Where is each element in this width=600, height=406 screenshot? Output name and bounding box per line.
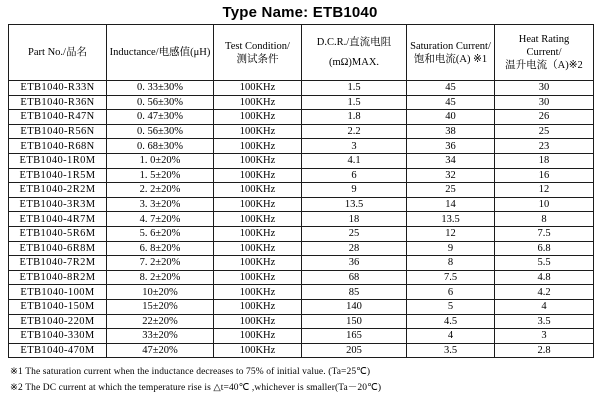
spec-table <box>8 24 594 358</box>
header-line: Inductance/电感值(μH) <box>109 47 211 58</box>
table-row <box>9 81 594 96</box>
table-row <box>9 343 594 358</box>
part-no-cell: ETB1040-2R2M <box>9 183 107 198</box>
part-no-cell: ETB1040-220M <box>9 314 107 329</box>
value-cell: 4 <box>407 329 495 344</box>
value-cell: 2.2 <box>302 124 407 139</box>
value-cell: 25 <box>302 226 407 241</box>
value-cell: 0. 68±30% <box>107 139 214 154</box>
value-cell: 10±20% <box>107 285 214 300</box>
value-cell: 5.5 <box>495 256 594 271</box>
part-no-cell: ETB1040-7R2M <box>9 256 107 271</box>
value-cell: 7.5 <box>407 270 495 285</box>
value-cell: 3 <box>302 139 407 154</box>
inductance-header <box>107 25 214 81</box>
value-cell: 13.5 <box>407 212 495 227</box>
table-row <box>9 197 594 212</box>
value-cell: 9 <box>407 241 495 256</box>
value-cell: 2. 2±20% <box>107 183 214 198</box>
value-cell: 23 <box>495 139 594 154</box>
value-cell: 6 <box>407 285 495 300</box>
value-cell: 18 <box>302 212 407 227</box>
value-cell: 100KHz <box>214 168 302 183</box>
value-cell: 32 <box>407 168 495 183</box>
value-cell: 25 <box>495 124 594 139</box>
value-cell: 0. 33±30% <box>107 81 214 96</box>
value-cell: 22±20% <box>107 314 214 329</box>
value-cell: 30 <box>495 81 594 96</box>
value-cell: 68 <box>302 270 407 285</box>
value-cell: 100KHz <box>214 256 302 271</box>
part-no-cell: ETB1040-R68N <box>9 139 107 154</box>
value-cell: 205 <box>302 343 407 358</box>
value-cell: 1. 5±20% <box>107 168 214 183</box>
value-cell: 1.8 <box>302 110 407 125</box>
value-cell: 33±20% <box>107 329 214 344</box>
table-row <box>9 95 594 110</box>
value-cell: 100KHz <box>214 329 302 344</box>
part-no-cell: ETB1040-6R8M <box>9 241 107 256</box>
value-cell: 100KHz <box>214 110 302 125</box>
part-no-header <box>9 25 107 81</box>
value-cell: 5. 6±20% <box>107 226 214 241</box>
value-cell: 100KHz <box>214 226 302 241</box>
footnote-temperature: ※2 The DC current at which the temperature rise is △t=40℃ ,whichever is smaller(Ta－20℃) <box>10 382 382 393</box>
value-cell: 1.5 <box>302 81 407 96</box>
header-line: Current/ <box>526 47 562 58</box>
value-cell: 12 <box>407 226 495 241</box>
value-cell: 1.5 <box>302 95 407 110</box>
table-row <box>9 110 594 125</box>
table-row <box>9 168 594 183</box>
value-cell: 100KHz <box>214 95 302 110</box>
value-cell: 13.5 <box>302 197 407 212</box>
value-cell: 7. 2±20% <box>107 256 214 271</box>
heat-rating-header <box>495 25 594 81</box>
value-cell: 4.2 <box>495 285 594 300</box>
value-cell: 30 <box>495 95 594 110</box>
value-cell: 45 <box>407 95 495 110</box>
value-cell: 45 <box>407 81 495 96</box>
value-cell: 8. 2±20% <box>107 270 214 285</box>
value-cell: 150 <box>302 314 407 329</box>
header-line: 测试条件 <box>236 53 279 65</box>
test-condition-header <box>214 25 302 81</box>
header-line: 温升电流（A)※2 <box>505 60 583 71</box>
value-cell: 26 <box>495 110 594 125</box>
value-cell: 6. 8±20% <box>107 241 214 256</box>
value-cell: 28 <box>302 241 407 256</box>
footnote-saturation: ※1 The saturation current when the inductance decreases to 75% of initial value. (Ta=25℃) <box>10 367 371 378</box>
value-cell: 4 <box>495 299 594 314</box>
value-cell: 16 <box>495 168 594 183</box>
part-no-cell: ETB1040-1R5M <box>9 168 107 183</box>
part-no-cell: ETB1040-5R6M <box>9 226 107 241</box>
value-cell: 10 <box>495 197 594 212</box>
dcr-header <box>302 25 407 81</box>
value-cell: 4.5 <box>407 314 495 329</box>
value-cell: 36 <box>407 139 495 154</box>
value-cell: 4.1 <box>302 153 407 168</box>
part-no-cell: ETB1040-330M <box>9 329 107 344</box>
part-no-cell: ETB1040-8R2M <box>9 270 107 285</box>
part-no-cell: ETB1040-R56N <box>9 124 107 139</box>
part-no-cell: ETB1040-150M <box>9 299 107 314</box>
value-cell: 15±20% <box>107 299 214 314</box>
table-row <box>9 256 594 271</box>
part-no-cell: ETB1040-R33N <box>9 81 107 96</box>
table-row <box>9 270 594 285</box>
value-cell: 100KHz <box>214 314 302 329</box>
part-no-cell: ETB1040-1R0M <box>9 153 107 168</box>
value-cell: 165 <box>302 329 407 344</box>
value-cell: 100KHz <box>214 139 302 154</box>
table-body <box>9 81 594 358</box>
value-cell: 3.5 <box>495 314 594 329</box>
value-cell: 12 <box>495 183 594 198</box>
header-line: 饱和电流(A) ※1 <box>413 53 488 65</box>
table-row <box>9 241 594 256</box>
value-cell: 100KHz <box>214 241 302 256</box>
value-cell: 47±20% <box>107 343 214 358</box>
value-cell: 4.8 <box>495 270 594 285</box>
value-cell: 9 <box>302 183 407 198</box>
value-cell: 7.5 <box>495 226 594 241</box>
part-no-cell: ETB1040-100M <box>9 285 107 300</box>
header-line: Heat Rating <box>518 34 570 45</box>
header-line: D.C.R./直流电阻 <box>316 37 392 48</box>
table-head <box>9 25 594 81</box>
part-no-cell: ETB1040-R36N <box>9 95 107 110</box>
value-cell: 100KHz <box>214 153 302 168</box>
value-cell: 100KHz <box>214 285 302 300</box>
part-no-cell: ETB1040-470M <box>9 343 107 358</box>
value-cell: 4. 7±20% <box>107 212 214 227</box>
value-cell: 8 <box>407 256 495 271</box>
part-no-cell: ETB1040-4R7M <box>9 212 107 227</box>
value-cell: 36 <box>302 256 407 271</box>
table-row <box>9 226 594 241</box>
table-row <box>9 314 594 329</box>
value-cell: 100KHz <box>214 270 302 285</box>
value-cell: 100KHz <box>214 81 302 96</box>
value-cell: 0. 56±30% <box>107 124 214 139</box>
value-cell: 2.8 <box>495 343 594 358</box>
value-cell: 38 <box>407 124 495 139</box>
value-cell: 100KHz <box>214 299 302 314</box>
value-cell: 100KHz <box>214 124 302 139</box>
value-cell: 18 <box>495 153 594 168</box>
value-cell: 85 <box>302 285 407 300</box>
value-cell: 0. 47±30% <box>107 110 214 125</box>
part-no-cell: ETB1040-R47N <box>9 110 107 125</box>
value-cell: 100KHz <box>214 197 302 212</box>
page-title: Type Name: ETB1040 <box>222 4 378 21</box>
value-cell: 100KHz <box>214 212 302 227</box>
table-row <box>9 299 594 314</box>
value-cell: 6 <box>302 168 407 183</box>
value-cell: 0. 56±30% <box>107 95 214 110</box>
table-row <box>9 153 594 168</box>
value-cell: 25 <box>407 183 495 198</box>
table-row <box>9 212 594 227</box>
value-cell: 140 <box>302 299 407 314</box>
header-line: (mΩ)MAX. <box>328 57 380 68</box>
table-row <box>9 329 594 344</box>
table-row <box>9 183 594 198</box>
header-line: Saturation Current/ <box>410 40 491 52</box>
header-line: Part No./品名 <box>28 47 87 58</box>
value-cell: 40 <box>407 110 495 125</box>
header-line: Test Condition/ <box>225 40 290 52</box>
value-cell: 8 <box>495 212 594 227</box>
value-cell: 100KHz <box>214 343 302 358</box>
table-row <box>9 139 594 154</box>
value-cell: 6.8 <box>495 241 594 256</box>
header-row <box>9 25 594 81</box>
footnotes <box>10 365 600 396</box>
part-no-cell: ETB1040-3R3M <box>9 197 107 212</box>
value-cell: 1. 0±20% <box>107 153 214 168</box>
value-cell: 14 <box>407 197 495 212</box>
table-row <box>9 285 594 300</box>
value-cell: 3.5 <box>407 343 495 358</box>
value-cell: 5 <box>407 299 495 314</box>
value-cell: 34 <box>407 153 495 168</box>
value-cell: 100KHz <box>214 183 302 198</box>
saturation-current-header <box>407 25 495 81</box>
value-cell: 3. 3±20% <box>107 197 214 212</box>
table-row <box>9 124 594 139</box>
value-cell: 3 <box>495 329 594 344</box>
